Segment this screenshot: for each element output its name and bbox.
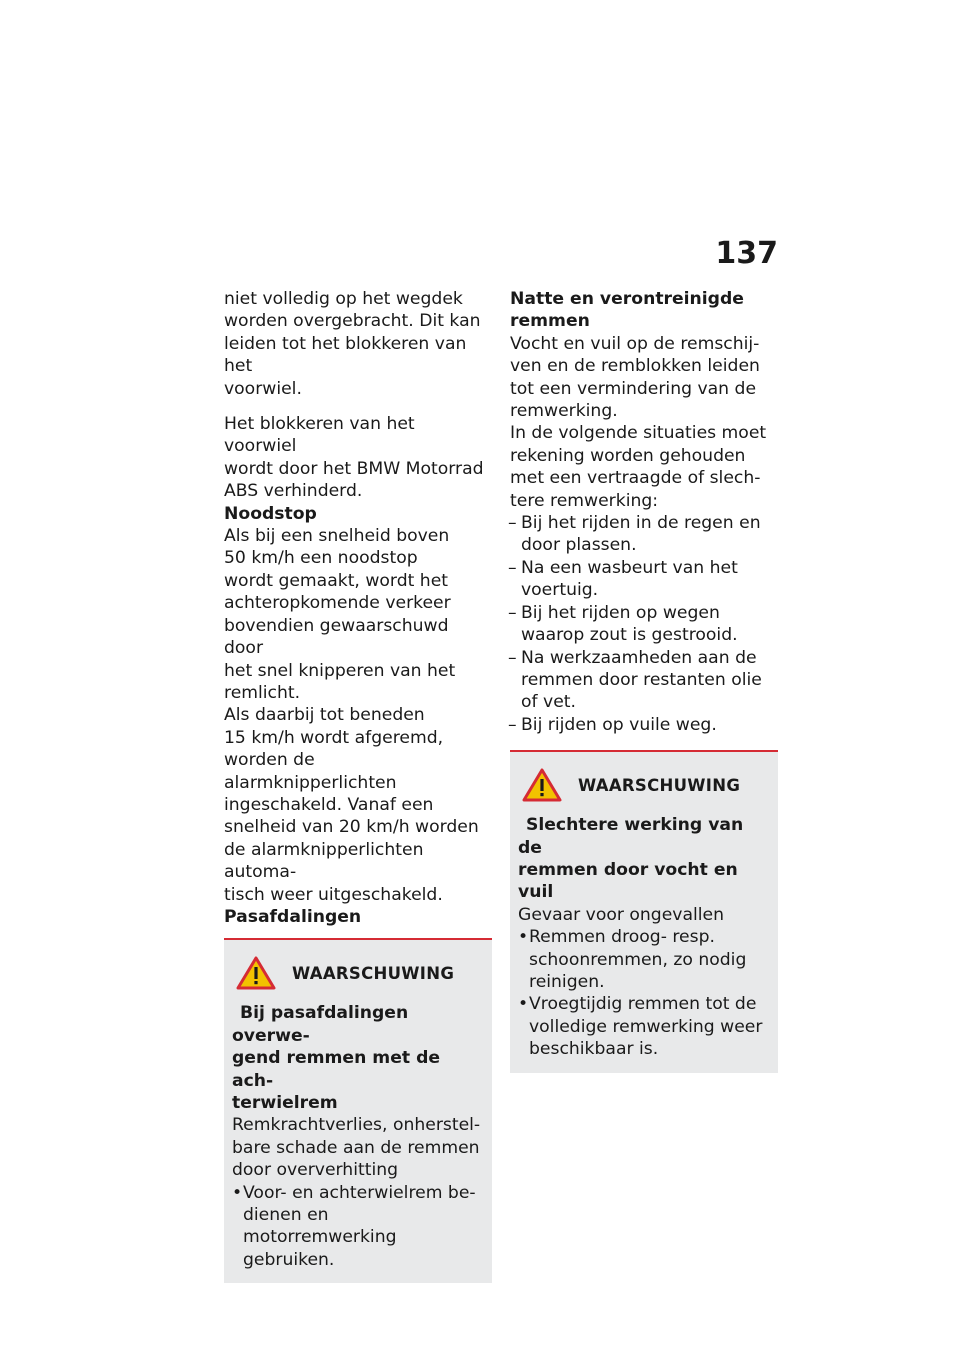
abs-paragraph: Het blokkeren van het voorwiel wordt door het BMW Motorrad ABS verhinderd. [224, 414, 484, 502]
warning-bullet-list [518, 926, 770, 1060]
natte-remmen-heading: Natte en verontreinigde remmen [510, 289, 744, 332]
noodstop-heading: Noodstop [224, 503, 317, 524]
warning-subtitle: Bij pasafdalingen overwe- gend remmen met de ach- terwielrem [232, 1003, 441, 1113]
warning-subtitle: Slechtere werking van de remmen door vocht en vuil [518, 815, 744, 903]
right-column [510, 288, 778, 1073]
warning-box-natte-remmen [510, 750, 778, 1072]
list-item: • Remmen droog- resp. schoonremmen, zo nodig reinigen. [518, 926, 770, 993]
left-column [224, 288, 492, 1283]
warning-title: WAARSCHUWING [578, 775, 741, 795]
list-item: • Voor- en achterwielrem be- dienen en motorremwerking gebruiken. [232, 1182, 484, 1272]
natte-remmen-paragraph-2: In de volgende situaties moet rekening worden gehouden met een vertraagde of slech- tere remwerking: [510, 423, 767, 511]
list-item: • Vroegtijdig remmen tot de volledige remwerking weer beschikbaar is. [518, 993, 770, 1060]
situations-list [510, 512, 778, 736]
intro-paragraph: niet volledig op het wegdek worden overgebracht. Dit kan leiden tot het blokkeren van het voorwiel. [224, 289, 481, 399]
list-item: – Bij het rijden op wegen waarop zout is gestrooid. [510, 602, 778, 647]
noodstop-paragraph-2: Als daarbij tot beneden 15 km/h wordt afgeremd, worden de alarmknipperlichten ingeschakeld. Vanaf een snelheid van 20 km/h worden de alarmknipperlichten automa- tisch weer uitgeschakeld. [224, 705, 479, 905]
warning-bullet-list [232, 1182, 484, 1272]
warning-triangle-icon [236, 956, 276, 990]
list-item: – Na een wasbeurt van het voertuig. [510, 557, 778, 602]
pasafdalingen-heading: Pasafdalingen [224, 906, 362, 927]
list-item: – Bij het rijden in de regen en door plassen. [510, 512, 778, 557]
page-number: 137 [715, 236, 778, 271]
noodstop-paragraph-1: Als bij een snelheid boven 50 km/h een noodstop wordt gemaakt, wordt het achteropkomende verkeer bovendien gewaarschuwd door het snel knipperen van het remlicht. [224, 526, 456, 703]
warning-header [232, 956, 484, 990]
list-item: – Bij rijden op vuile weg. [510, 714, 778, 736]
warning-body: Gevaar voor ongevallen [518, 904, 725, 925]
list-item: – Na werkzaamheden aan de remmen door restanten olie of vet. [510, 647, 778, 714]
warning-body: Remkrachtverlies, onherstel- bare schade aan de remmen door oververhitting [232, 1115, 481, 1181]
warning-header [518, 768, 770, 802]
warning-title: WAARSCHUWING [292, 963, 455, 983]
natte-remmen-paragraph-1: Vocht en vuil op de remschij- ven en de remblokken leiden tot een vermindering van de remwerking. [510, 333, 760, 422]
warning-triangle-icon [522, 768, 562, 802]
warning-box-pasafdalingen [224, 938, 492, 1283]
